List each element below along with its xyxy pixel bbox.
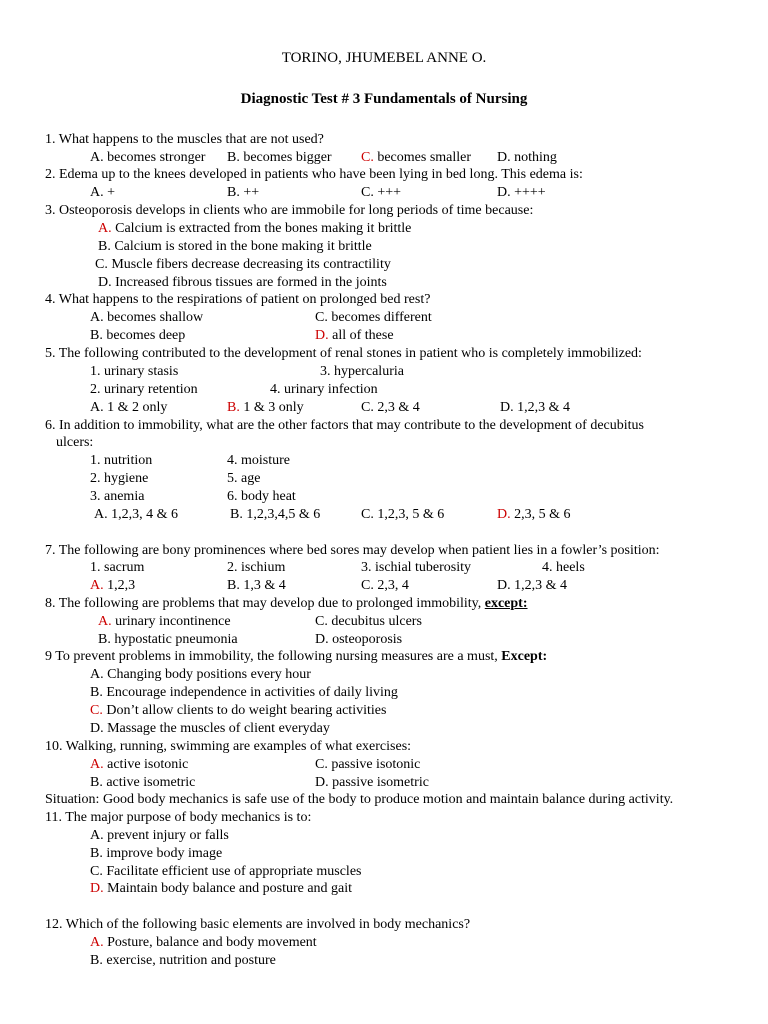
q8-option-d: D. osteoporosis (315, 632, 403, 647)
answer-mark: A. (98, 614, 112, 629)
q4-option-a: A. becomes shallow (90, 310, 204, 325)
answer-mark: C. (90, 703, 103, 718)
q6-item-1: 1. nutrition (90, 453, 153, 468)
page-title: Diagnostic Test # 3 Fundamentals of Nursing (240, 91, 528, 107)
q11-option-d: D. Maintain body balance and posture and gait (90, 881, 353, 896)
q1-option-a: A. becomes stronger (90, 150, 206, 165)
student-name: TORINO, JHUMEBEL ANNE O. (281, 50, 487, 66)
q9-option-d: D. Massage the muscles of client everyday (90, 721, 330, 736)
q7-item-1: 1. sacrum (90, 560, 145, 575)
q6-item-3: 3. anemia (90, 489, 145, 504)
question-5-stem: 5. The following contributed to the development of renal stones in patient who is completely immobilized: (45, 346, 642, 361)
q4-option-b: B. becomes deep (90, 328, 186, 343)
q5-item-4: 4. urinary infection (270, 382, 378, 397)
q10-option-b: B. active isometric (90, 775, 196, 790)
q8-option-b: B. hypostatic pneumonia (98, 632, 238, 647)
q6-item-5: 5. age (227, 471, 261, 486)
q1-option-d: D. nothing (497, 150, 557, 165)
q5-item-3: 3. hypercaluria (320, 364, 404, 379)
question-7-stem: 7. The following are bony prominences where bed sores may develop when patient lies in a fowler’s position: (45, 543, 660, 558)
q4-option-c: C. becomes different (315, 310, 432, 325)
q5-option-b: B. 1 & 3 only (227, 400, 304, 415)
q11-option-a: A. prevent injury or falls (90, 828, 229, 843)
emphasis-except: except: (484, 596, 528, 611)
q5-option-c: C. 2,3 & 4 (361, 400, 420, 415)
q4-option-d: D. all of these (315, 328, 394, 343)
q6-option-d: D. 2,3, 5 & 6 (497, 507, 571, 522)
situation-text: Situation: Good body mechanics is safe use of the body to produce motion and maintain balance during activity. (45, 792, 674, 807)
q3-option-c: C. Muscle fibers decrease decreasing its contractility (95, 257, 391, 272)
q7-option-c: C. 2,3, 4 (361, 578, 409, 593)
question-9-stem: 9 To prevent problems in immobility, the following nursing measures are a must, Except: (45, 649, 548, 664)
question-11-stem: 11. The major purpose of body mechanics is to: (45, 810, 312, 825)
q1-option-c: C. becomes smaller (361, 150, 472, 165)
answer-mark: A. (90, 578, 104, 593)
question-10-stem: 10. Walking, running, swimming are examples of what exercises: (45, 739, 412, 754)
q7-item-4: 4. heels (542, 560, 585, 575)
answer-mark: A. (90, 935, 104, 950)
q7-item-3: 3. ischial tuberosity (361, 560, 472, 575)
q2-option-c: C. +++ (361, 185, 402, 200)
q10-option-d: D. passive isometric (315, 775, 429, 790)
answer-mark: A. (98, 221, 112, 236)
q10-option-a: A. active isotonic (90, 757, 189, 772)
q5-option-a: A. 1 & 2 only (90, 400, 168, 415)
q3-option-b: B. Calcium is stored in the bone making it brittle (98, 239, 372, 254)
q7-item-2: 2. ischium (227, 560, 286, 575)
q3-option-a: A. Calcium is extracted from the bones making it brittle (98, 221, 412, 236)
q5-option-d: D. 1,2,3 & 4 (500, 400, 570, 415)
q11-option-b: B. improve body image (90, 846, 223, 861)
question-1-stem: 1. What happens to the muscles that are not used? (45, 132, 324, 147)
q2-option-a: A. + (90, 185, 116, 200)
q1-option-b: B. becomes bigger (227, 150, 332, 165)
q5-item-2: 2. urinary retention (90, 382, 198, 397)
q6-option-c: C. 1,2,3, 5 & 6 (361, 507, 445, 522)
q8-option-a: A. urinary incontinence (98, 614, 231, 629)
q11-option-c: C. Facilitate efficient use of appropriate muscles (90, 864, 362, 879)
answer-mark: D. (315, 328, 329, 343)
q8-option-c: C. decubitus ulcers (315, 614, 422, 629)
q2-option-d: D. ++++ (497, 185, 546, 200)
q6-option-a: A. 1,2,3, 4 & 6 (94, 507, 178, 522)
q2-option-b: B. ++ (227, 185, 260, 200)
q9-option-b: B. Encourage independence in activities of daily living (90, 685, 398, 700)
q12-option-b: B. exercise, nutrition and posture (90, 953, 276, 968)
q3-option-d: D. Increased fibrous tissues are formed in the joints (98, 275, 387, 290)
question-8-stem: 8. The following are problems that may develop due to prolonged immobility, except: (45, 596, 528, 611)
answer-mark: A. (90, 757, 104, 772)
q5-item-1: 1. urinary stasis (90, 364, 179, 379)
q6-item-4: 4. moisture (227, 453, 290, 468)
answer-mark: C. (361, 150, 374, 165)
q10-option-c: C. passive isotonic (315, 757, 421, 772)
q7-option-d: D. 1,2,3 & 4 (497, 578, 567, 593)
q12-option-a: A. Posture, balance and body movement (90, 935, 317, 950)
answer-mark: D. (497, 507, 511, 522)
question-6-stem: 6. In addition to immobility, what are the other factors that may contribute to the development of decubitus (45, 418, 644, 433)
q6-option-b: B. 1,2,3,4,5 & 6 (230, 507, 321, 522)
answer-mark: D. (90, 881, 104, 896)
answer-mark: B. (227, 400, 240, 415)
q6-item-6: 6. body heat (227, 489, 296, 504)
q6-item-2: 2. hygiene (90, 471, 149, 486)
question-12-stem: 12. Which of the following basic elements are involved in body mechanics? (45, 917, 471, 932)
q7-option-b: B. 1,3 & 4 (227, 578, 286, 593)
question-3-stem: 3. Osteoporosis develops in clients who are immobile for long periods of time because: (45, 203, 534, 218)
emphasis-except: Except: (501, 649, 548, 664)
q9-option-c: C. Don’t allow clients to do weight bearing activities (90, 703, 387, 718)
question-6-stem-cont: ulcers: (56, 435, 94, 450)
question-2-stem: 2. Edema up to the knees developed in patients who have been lying in bed long. This edema is: (45, 167, 583, 182)
q9-option-a: A. Changing body positions every hour (90, 667, 311, 682)
q7-option-a: A. 1,2,3 (90, 578, 136, 593)
question-4-stem: 4. What happens to the respirations of patient on prolonged bed rest? (45, 292, 431, 307)
